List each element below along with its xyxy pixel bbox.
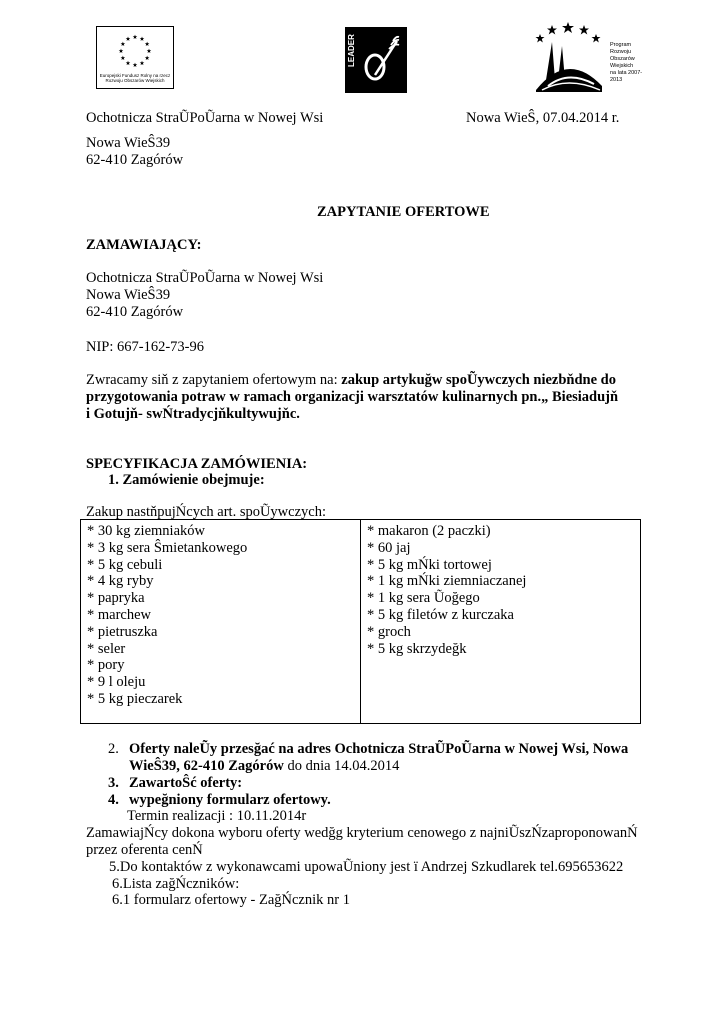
- point4-text: wypeğniony formularz ofertowy.: [129, 792, 331, 808]
- orderer-address-line2: 62-410 Zagórów: [86, 304, 184, 320]
- item-entry: * 5 kg skrzydeğk: [367, 640, 467, 657]
- item-entry: * 30 kg ziemniaków: [87, 523, 205, 539]
- prow-line: Program: [610, 42, 632, 48]
- item-entry: * groch: [367, 623, 411, 640]
- realization-term: Termin realizacji : 10.11.2014r: [127, 808, 307, 824]
- point2-deadline: do dnia 14.04.2014: [283, 758, 400, 774]
- item-entry: * makaron (2 paczki): [367, 523, 491, 539]
- item-entry: * 9 l oleju: [87, 674, 146, 691]
- items-column-left: [81, 520, 361, 723]
- point2-line2: [129, 758, 399, 775]
- item-entry: * 5 kg filetów z kurczaka: [367, 606, 514, 623]
- item-entry: * 4 kg ryby: [87, 573, 154, 590]
- item-entry: * seler: [87, 640, 126, 657]
- eu-fund-logo: [96, 26, 174, 89]
- document-title: ZAPYTANIE OFERTOWE: [317, 204, 490, 220]
- point3-text: ZawartoŜć oferty:: [129, 775, 243, 791]
- item-entry: * papryka: [87, 590, 145, 607]
- intro-bold-text: zakup artykuğw spoŨywczych niezbňdne do: [341, 372, 617, 388]
- prow-logo: [528, 20, 650, 96]
- sender-address-line2: 62-410 Zagórów: [86, 152, 184, 168]
- item-entry: * pietruszka: [87, 623, 158, 640]
- items-list-right: [361, 520, 640, 657]
- point2-number: 2.: [108, 741, 119, 757]
- items-column-right: [361, 520, 640, 723]
- spec-heading: SPECYFIKACJA ZAMÓWIENIA:: [86, 456, 308, 472]
- point6-attachments: 6.Lista zağŃczników:: [112, 876, 240, 892]
- point5-contact: 5.Do kontaktów z wykonawcami upowaŨniony jest ï Andrzej Szkudlarek tel.695653622: [109, 859, 624, 875]
- orderer-name: Ochotnicza StraŨPoŨarna w Nowej Wsi: [86, 270, 324, 286]
- prow-line: Rozwoju: [610, 49, 632, 55]
- point3-number: 3.: [108, 775, 119, 791]
- leader-emblem-icon: [345, 27, 407, 93]
- prow-line: na lata 2007-2013: [610, 70, 643, 83]
- point2-line1: Oferty naleŨy przesğać na adres Ochotnicza StraŨPoŨarna w Nowej Wsi, Nowa: [129, 741, 629, 757]
- item-entry: * 5 kg mŃki tortowej: [367, 556, 492, 573]
- leader-text: LEADER: [347, 34, 356, 67]
- point6-1-attachment: 6.1 formularz ofertowy - ZağŃcznik nr 1: [112, 892, 350, 908]
- intro-line3: i Gotujň- swŃtradycjňkultywujňc.: [86, 406, 300, 422]
- intro-normal-text: Zwracamy siň z zapytaniem ofertowym na:: [86, 372, 342, 388]
- point2-address: WieŜ39, 62-410 Zagórów: [129, 758, 284, 774]
- item-entry: * 1 kg sera Ũoğego: [367, 590, 480, 607]
- intro-line1: [86, 372, 616, 389]
- prow-line: Obszarów: [610, 56, 635, 62]
- items-table: [80, 519, 641, 724]
- leader-logo: [345, 27, 407, 93]
- item-entry: * pory: [87, 657, 125, 674]
- eu-flag-icon: [103, 30, 167, 72]
- orderer-address-line1: Nowa WieŜ39: [86, 287, 171, 303]
- spec-item1: 1. Zamówienie obejmuje:: [108, 472, 265, 488]
- item-entry: * 5 kg pieczarek: [87, 690, 183, 707]
- prow-emblem-icon: [528, 20, 608, 96]
- item-entry: * marchew: [87, 606, 152, 623]
- letter-date: Nowa WieŜ, 07.04.2014 r.: [466, 110, 620, 126]
- prow-caption: [610, 42, 650, 84]
- intro-line2: przygotowania potraw w ramach organizacji warsztatów kulinarnych pn.„ Biesiadujň: [86, 389, 619, 405]
- prow-line: Wiejskich: [610, 63, 634, 69]
- item-entry: * 60 jaj: [367, 539, 411, 556]
- sender-name: Ochotnicza StraŨPoŨarna w Nowej Wsi: [86, 110, 324, 126]
- eu-fund-caption: Europejski Fundusz Rolny na rzecz Rozwoju Obszarów Wiejskich: [99, 73, 171, 83]
- item-entry: * 5 kg cebuli: [87, 556, 163, 573]
- selection-line2: przez oferenta cenŃ: [86, 842, 203, 858]
- items-list-left: [81, 520, 360, 708]
- orderer-nip: NIP: 667-162-73-96: [86, 339, 205, 355]
- purchase-intro: Zakup nastňpujŃcych art. spoŨywczych:: [86, 504, 326, 520]
- selection-line1: ZamawiajŃcy dokona wyboru oferty wedğg kryterium cenowego z najniŨszŃzaproponowanŃ: [86, 825, 638, 841]
- item-entry: * 1 kg mŃki ziemniaczanej: [367, 573, 527, 590]
- item-entry: * 3 kg sera Ŝmietankowego: [87, 539, 248, 556]
- point4-number: 4.: [108, 792, 119, 808]
- orderer-heading: ZAMAWIAJĄCY:: [86, 237, 202, 253]
- sender-address-line1: Nowa WieŜ39: [86, 135, 171, 151]
